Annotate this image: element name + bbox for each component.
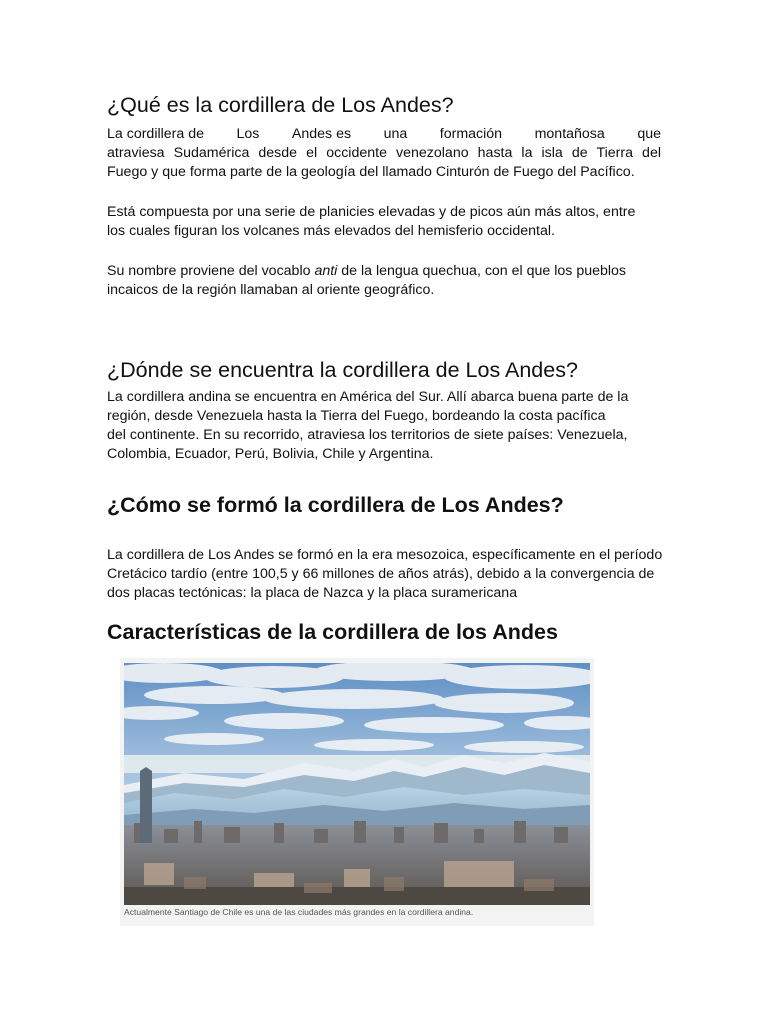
paragraph-line: del continente. En su recorrido, atraviesa los territorios de siete países: Venezuela,	[107, 427, 628, 443]
paragraph-que-es-2: Está compuesta por una serie de planicies elevadas y de picos aún más altos, entre los cuales figuran los volcanes más elevados del hemisferio occidental.	[107, 204, 636, 239]
paragraph-line: dos placas tectónicas: la placa de Nazca y la placa suramericana	[107, 585, 518, 601]
heading-que-es: ¿Qué es la cordillera de Los Andes?	[107, 93, 454, 117]
italic-word: anti	[314, 263, 338, 279]
heading-caracteristicas: Características de la cordillera de los Andes	[107, 620, 558, 644]
paragraph-donde	[107, 388, 707, 464]
paragraph-como	[107, 546, 707, 603]
photo-caption: Actualmente Santiago de Chile es una de las ciudades más grandes en la cordillera andina.	[124, 907, 474, 917]
paragraph-word: Los	[236, 126, 260, 142]
heading-como: ¿Cómo se formó la cordillera de Los Andes?	[107, 493, 564, 517]
paragraph-line: Fuego y que forma parte de la geología del llamado Cinturón de Fuego del Pacífico.	[107, 164, 635, 180]
paragraph-line: atraviesa Sudamérica desde el occidente venezolano hasta la isla de Tierra del	[107, 145, 661, 161]
text-run: Su nombre proviene del vocablo	[107, 263, 315, 279]
paragraph-que-es-1	[107, 125, 661, 182]
heading-donde: ¿Dónde se encuentra la cordillera de Los Andes?	[107, 358, 578, 382]
paragraph-line: Colombia, Ecuador, Perú, Bolivia, Chile y Argentina.	[107, 446, 434, 462]
paragraph-line: Cretácico tardío (entre 100,5 y 66 millones de años atrás), debido a la convergencia de	[107, 566, 655, 582]
figure-santiago	[120, 658, 594, 926]
paragraph-line: región, desde Venezuela hasta la Tierra del Fuego, bordeando la costa pacífica	[107, 408, 606, 424]
paragraph-word: montañosa	[534, 126, 605, 142]
paragraph-word: formación	[439, 126, 503, 142]
paragraph-line: La cordillera andina se encuentra en América del Sur. Allí abarca buena parte de la	[107, 389, 629, 405]
santiago-andes-photo	[124, 663, 590, 905]
paragraph-line: La cordillera de Los Andes se formó en la era mesozoica, específicamente en el período	[107, 547, 663, 563]
text-run: de la lengua quechua, con el que los pueblos incaicos de la región llamaban al oriente geográfico.	[107, 263, 627, 298]
paragraph-word: una	[383, 126, 408, 142]
paragraph-word: que	[637, 126, 661, 142]
paragraph-que-es-3	[107, 262, 667, 300]
paragraph-word: Andes es	[291, 126, 352, 142]
paragraph-line	[107, 125, 661, 144]
paragraph-word: La cordillera de	[107, 126, 205, 142]
